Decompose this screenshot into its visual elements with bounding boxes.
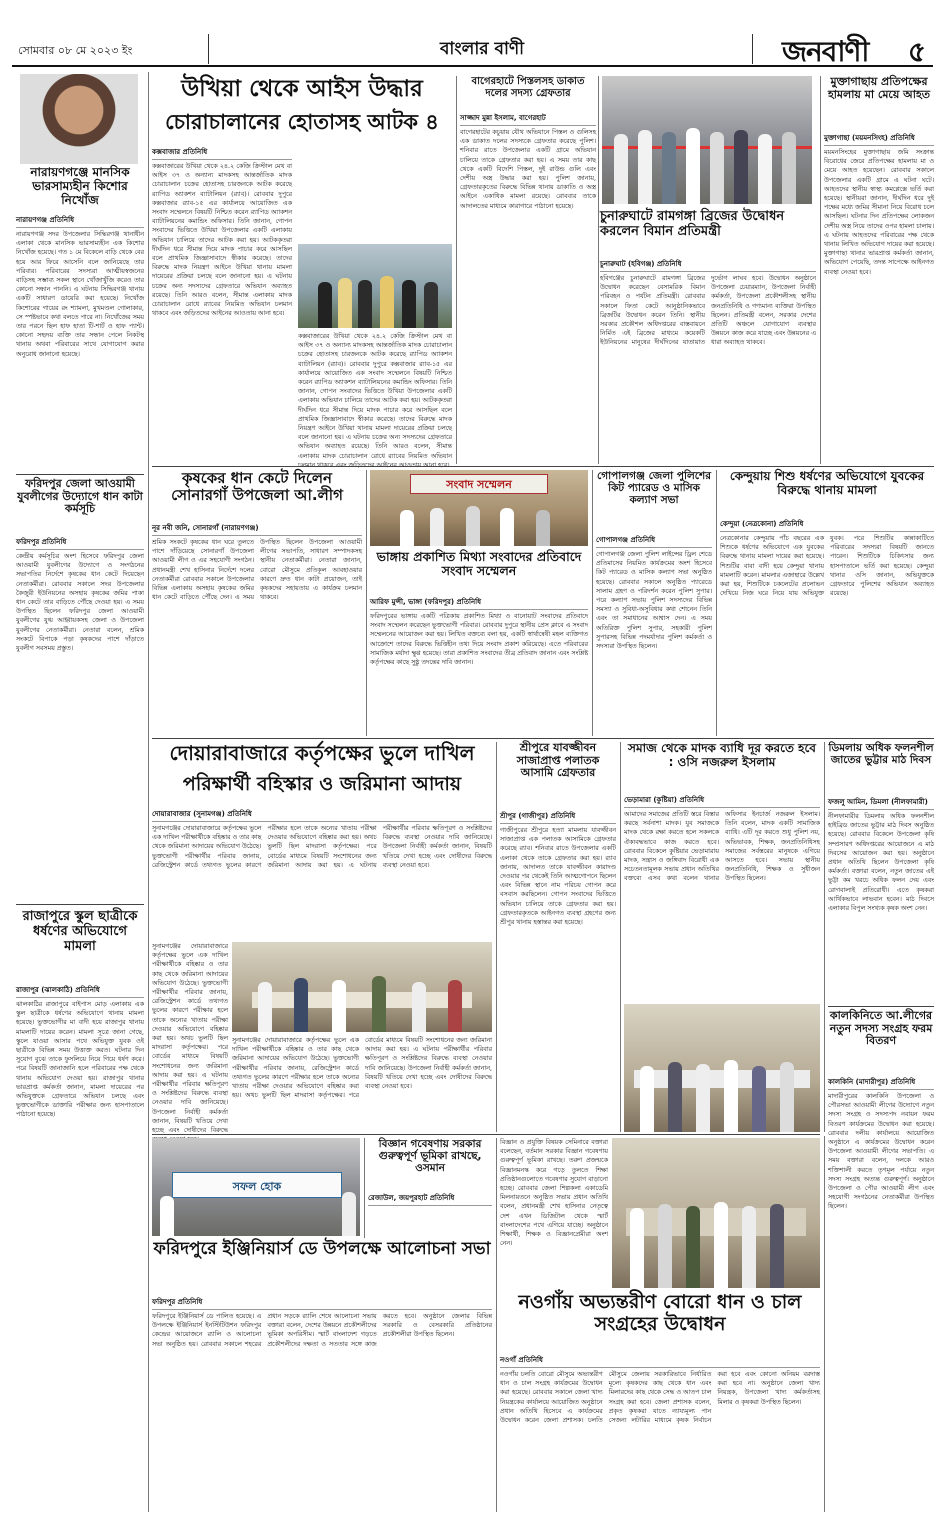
article-body: আমাদের সমাজের প্রতিটি স্তরে বিস্তার করছে সর্বনাশা মাদক। যুব সমাজকে মাদক থেকে রক্ষা করতে হলে সকলকে ঐক্যবদ্ধভাবে কাজ করতে হবে। রোববার বিকেলে কুষ্টিয়ার ভেড়ামারায় মাদক, সন্ত্রাস ও জঙ্গিবাদ বিরোধী এক সচেতনতামূলক সভায় প্রধান অতিথির বক্তব্যে এসব কথা বলেন থানার অফিসার ইনচার্জ নজরুল ইসলাম। তিনি বলেন, মাদক একটি সামাজিক ব্যাধি। এটি দূর করতে শুধু পুলিশ নয়, অভিভাবক, শিক্ষক, জনপ্রতিনিধিসহ সমাজের সর্বস্তরের মানুষকে এগিয়ে আসতে হবে। সভায় স্থানীয় জনপ্রতিনিধি, শিক্ষক ও সুধীজন উপস্থিত ছিলেন। [624, 811, 820, 883]
byline: দোয়ারাবাজার (সুনামগঞ্জ) প্রতিনিধি [152, 808, 492, 822]
article-body: ফরিদপুরের ভাঙ্গায় একটি পত্রিকায় প্রকাশিত মিথ্যা ও বানোয়াট সংবাদের প্রতিবাদে সংবাদ সম্মেলন করেছেন ভুক্তভোগী পরিবার। রোববার দুপুরে স্থানীয় প্রেস ক্লাবে এ সংবাদ সম্মেলনের আয়োজন করা হয়। লিখিত বক্তব্যে বলা হয়, একটি স্বার্থান্বেষী মহল ব্যক্তিগত আক্রোশে তাদের বিরুদ্ধে ভিত্তিহীন তথ্য দিয়ে সংবাদ প্রকাশ করিয়েছে। এতে পরিবারের সামাজিক মর্যাদা ক্ষুণ্ণ হয়েছে। তারা প্রকাশিত সংবাদের তীব্র প্রতিবাদ জানান এবং সংশ্লিষ্ট কর্তৃপক্ষের কাছে সুষ্ঠু তদন্তের দাবি জানান। [370, 613, 588, 667]
article-body: কেন্দ্রীয় কর্মসূচির অংশ হিসেবে ফরিদপুর জেলা আওয়ামী যুবলীগের উদ্যোগে ও সংগঠনের সভাপতির নির্দেশে কৃষকের ধান কেটে দিয়েছেন নেতাকর্মীরা। রোববার সকালে সদর উপজেলার কৈজুরী ইউনিয়নের অসহায় কৃষকের জমির পাকা ধান কেটে তার বাড়িতে পৌঁছে দেওয়া হয়। এ সময় উপস্থিত ছিলেন ফরিদপুর জেলা আওয়ামী যুবলীগের যুগ্ম আহ্বায়কসহ জেলা ও উপজেলা যুবলীগের নেতাকর্মীরা। নেতারা বলেন, শ্রমিক সংকটে বিপাকে পড়া কৃষকদের পাশে দাঁড়াতে যুবলীগ সবসময় প্রস্তুত। [16, 553, 144, 653]
press-banner-text: সংবাদ সম্মেলন [446, 478, 512, 491]
headline-kalkini: কালকিনিতে আ.লীগের নতুন সদস্য সংগ্রহ ফরম বিতরণ [829, 1009, 933, 1048]
headline-chunarughat: চুনারুঘাটে রামগঙ্গা ব্রিজের উদ্বোধন করলেন বিমান প্রতিমন্ত্রী [600, 209, 785, 239]
article-bhanga [370, 596, 588, 736]
article-bagerhat [460, 112, 596, 464]
exam-hall-photo [232, 942, 492, 1032]
engineers-rally-photo [152, 1138, 360, 1236]
headline-kushtia: সমাজ থেকে মাদক ব্যাধি দূর করতে হবে : ওসি নজরুল ইসলাম [628, 741, 816, 769]
byline: রেজাউল, জয়পুরহাট প্রতিনিধি [368, 1192, 492, 1206]
article-dowarabazar-cont2 [232, 1036, 492, 1132]
byline: কক্সবাজার প্রতিনিধি [152, 146, 292, 160]
article-body: কক্সবাজারের উখিয়া থেকে ২৪.২ কেজি ক্রিস্টাল মেথ বা আইস ৩৭ ও অন্যান্য মাদকসহ আন্তর্জাতিক মাদক চোরাচালান চক্রের হোতাসহ চারজনকে আটক করেছে র‍্যাপিড অ্যাকশন ব্যাটালিয়ন (র‍্যাব)। রোববার দুপুরে কক্সবাজার র‍্যাব-১৫ এর কার্যালয়ে আয়োজিত এক সংবাদ সম্মেলনে বিষয়টি নিশ্চিত করেন র‍্যাপিড অ্যাকশন ব্যাটালিয়নের কমান্ডিং অফিসার। তিনি জানান, গোপন সংবাদের ভিত্তিতে উখিয়া উপজেলার একটি এলাকায় অভিযান চালিয়ে তাদের আটক করা হয়। আটককৃতরা দীর্ঘদিন ধরে সীমান্ত দিয়ে মাদক পাচার করে আসছিল বলে প্রাথমিক জিজ্ঞাসাবাদে স্বীকার করেছে। তাদের বিরুদ্ধে মাদক নিয়ন্ত্রণ আইনে উখিয়া থানায় মামলা দায়েরের প্রক্রিয়া চলছে বলে জানানো হয়। এ ঘটনায় চক্রের অন্য সদস্যদের গ্রেফতারে অভিযান অব্যাহত রয়েছে। তিনি আরও বলেন, সীমান্ত এলাকায় মাদক চোরাচালান রোধে র‍্যাবের নিয়মিত অভিযান [298, 333, 452, 460]
article-uchia-cont [298, 332, 452, 462]
missing-boy-photo [20, 74, 138, 164]
article-body: ময়মনসিংহের মুক্তাগাছায় জমি সংক্রান্ত বিরোধের জেরে প্রতিপক্ষের হামলায় মা ও মেয়ে আহত হয়েছেন। রোববার সকালে উপজেলার একটি গ্রামে এ ঘটনা ঘটে। আহতদের স্থানীয় স্বাস্থ্য কমপ্লেক্সে ভর্তি করা হয়েছে। স্থানীয়রা জানান, দীর্ঘদিন ধরে দুই পক্ষের মধ্যে জমির সীমানা নিয়ে বিরোধ চলে আসছিল। ঘটনার দিন প্রতিপক্ষের লোকজন দেশীয় অস্ত্র নিয়ে তাদের ওপর হামলা চালায়। এ ঘটনায় আহতদের পরিবারের পক্ষ থেকে থানায় লিখিত অভিযোগ দায়ের করা হয়েছে। মুক্তাগাছা থানার ভারপ্রাপ্ত কর্মকর্তা জানান, অভিযোগ পেয়েছি, তদন্ত সাপেক্ষে আইনগত ব্যবস্থা নেওয়া হবে। [824, 149, 934, 276]
article-body: শ্রমিক সংকটে কৃষকের ধান ঘরে তুলতে পাশে দাঁড়িয়েছে সোনারগাঁ উপজেলা আওয়ামী লীগ ও এর সহযোগী সংগঠন। প্রধানমন্ত্রী শেখ হাসিনার নির্দেশে দলের নেতাকর্মীরা রোববার সকালে উপজেলার বিভিন্ন এলাকায় অসহায় কৃষকের জমির ধান কেটে বাড়িতে পৌঁছে দেন। এ সময় উপস্থিত ছিলেন উপজেলা আওয়ামী লীগের সভাপতি, সাধারণ সম্পাদকসহ স্থানীয় নেতাকর্মীরা। নেতারা জানান, বোরো মৌসুমে প্রতিকূল আবহাওয়ার কারণে দ্রুত ধান কাটা প্রয়োজন, তাই কৃষকদের সহায়তায় এ কার্যক্রম চলমান থাকবে। [152, 539, 362, 602]
headline-sreepur: শ্রীপুরে যাবজ্জীবন সাজাপ্রাপ্ত পলাতক আসামি গ্রেফতার [516, 741, 600, 780]
headline-gopalganj: গোপালগঞ্জ জেলা পুলিশের কিট প্যারেড ও মাসিক কল্যাণ সভা [596, 470, 712, 507]
article-faridpur-eng [152, 1296, 492, 1512]
article-body: নেত্রকোনার কেন্দুয়ায় পাঁচ বছরের এক শিশুকে ধর্ষণের অভিযোগে এক যুবকের বিরুদ্ধে থানায় মামলা দায়ের করা হয়েছে। শিশুটির বাবা বাদী হয়ে কেন্দুয়া থানায় মামলাটি করেন। মামলার এজাহারে উল্লেখ করা হয়, শিশুটিকে চকলেটের প্রলোভন দেখিয়ে নিজ ঘরে নিয়ে যায় অভিযুক্ত যুবক। পরে শিশুটির কান্নাকাটিতে পরিবারের সদস্যরা বিষয়টি জানতে পারেন। শিশুটিকে চিকিৎসার জন্য হাসপাতালে ভর্তি করা হয়েছে। কেন্দুয়া থানার ওসি জানান, অভিযুক্তকে গ্রেফতারে পুলিশের অভিযান অব্যাহত রয়েছে। [720, 535, 934, 598]
article-chunarughat [600, 258, 816, 464]
headline-dimla: ডিমলায় অধিক ফলনশীল জাতের ভুট্টার মাঠ দিবস [828, 742, 934, 767]
byline: কেন্দুয়া (নেত্রকোনা) প্রতিনিধি [720, 518, 934, 532]
byline: ফরিদপুর প্রতিনিধি [152, 1296, 492, 1310]
article-body: গোপালগঞ্জ জেলা পুলিশ লাইন্সের ড্রিল শেডে প্রতিমাসের নিয়মিত কার্যক্রমের অংশ হিসেবে কিট প্যারেড ও মাসিক কল্যাণ সভা অনুষ্ঠিত হয়েছে। রোববার সকালে অনুষ্ঠিত প্যারেডে সালাম গ্রহণ ও পরিদর্শন করেন পুলিশ সুপার। পরে কল্যাণ সভায় পুলিশ সদস্যদের বিভিন্ন সমস্যা ও সুবিধা-অসুবিধার কথা শোনেন তিনি এবং তা সমাধানের আশ্বাস দেন। এ সময় অতিরিক্ত পুলিশ সুপার, সহকারী পুলিশ সুপারসহ বিভিন্ন পদমর্যাদার পুলিশ কর্মকর্তা ও সদস্যরা উপস্থিত ছিলেন। [596, 551, 712, 651]
article-science-body [500, 1138, 608, 1288]
headline-faridpur-jubo: ফরিদপুর জেলা আওয়ামী যুবলীগের উদ্যোগে ধান কাটা কর্মসূচি [17, 477, 143, 516]
article-body: মাদারীপুরের কালকিনি উপজেলা ও পৌরসভা আওয়ামী লীগের উদ্যোগে নতুন সদস্য সংগ্রহ ও সদস্যপদ নবায়ন ফরম বিতরণ কার্যক্রমের উদ্বোধন করা হয়েছে। রোববার দলীয় কার্যালয়ে আয়োজিত অনুষ্ঠানে এ কার্যক্রমের উদ্বোধন করেন উপজেলা আওয়ামী লীগের সভাপতি। এ সময় বক্তারা বলেন, দলকে আরও শক্তিশালী করতে তৃণমূল পর্যায়ে নতুন সদস্য সংগ্রহ অত্যন্ত গুরুত্বপূর্ণ। অনুষ্ঠানে উপজেলা ও পৌর আওয়ামী লীগ এবং সহযোগী সংগঠনের নেতাকর্মীরা উপস্থিত ছিলেন। [828, 1093, 934, 1211]
byline: চুনারুঘাট (হবিগঞ্জ) প্রতিনিধি [600, 258, 816, 272]
byline: ফরিদপুর প্রতিনিধি [16, 536, 144, 550]
headline-science: বিজ্ঞান গবেষণায় সরকার গুরুত্বপূর্ণ ভূমিকা রাখছে, ওসমান [378, 1138, 482, 1175]
article-narayanganj [16, 214, 144, 472]
article-kushtia [624, 794, 820, 1002]
article-body: সুনামগঞ্জের দোয়ারাবাজারে কর্তৃপক্ষের ভুলে এক দাখিল পরীক্ষার্থীকে বহিষ্কার ও তার কাছ থেকে জরিমানা আদায়ের অভিযোগ উঠেছে। ভুক্তভোগী পরীক্ষার্থীর পরিবার জানায়, রেজিস্ট্রেশন কার্ডে তথ্যগত ভুলের কারণে পরীক্ষার হলে তাকে অন্যের খাতায় পরীক্ষা দেওয়ার অভিযোগে বহিষ্কার করা হয়। অথচ ভুলটি ছিল মাদরাসা কর্তৃপক্ষের। পরে বোর্ডের মাধ্যমে বিষয়টি সংশোধনের জন্য জরিমানা আদায় করা হয়। এ ঘটনায় পরীক্ষার্থীর পরিবার ক্ষতিপূরণ ও সংশ্লিষ্টদের বিরুদ্ধে ব্যবস্থা নেওয়ার দাবি জানিয়েছে। উপজেলা নির্বাহী কর্মকর্তা জানান, বিষয়টি খতিয়ে দেখা হচ্ছে এবং দোষীদের বিরুদ্ধে [152, 943, 228, 1135]
headline-dowarabazar-2: পরিক্ষার্থী বহিস্কার ও জরিমানা আদায় [182, 773, 462, 795]
rally-banner-text: সফল হোক [232, 1180, 282, 1193]
byline: মুক্তাগাছা (ময়মনসিংহ) প্রতিনিধি [824, 132, 934, 146]
article-kalkini [828, 1076, 934, 1512]
article-uchia [152, 146, 292, 462]
article-body: নারায়ণগঞ্জ সদর উপজেলার সিদ্ধিরগঞ্জ থানাধীন এলাকা থেকে মানসিক ভারসাম্যহীন এক কিশোর নিখোঁজ হয়েছে। গত ১ মে বিকেলে বাড়ি থেকে বের হয়ে আর ফিরে আসেনি বলে জানিয়েছে তার পরিবার। পরিবারের সদস্যরা আত্মীয়স্বজনের বাড়িসহ সম্ভাব্য সকল স্থানে খোঁজাখুঁজি করেও তার কোনো সন্ধান পাননি। এ ঘটনায় সিদ্ধিরগঞ্জ থানায় একটি সাধারণ ডায়েরি করা হয়েছে। নিখোঁজ কিশোরের গায়ের রং শ্যামলা, মুখমণ্ডল গোলাকার, সে স্পষ্টভাবে কথা বলতে পারে না। নিখোঁজের সময় তার পরনে ছিল হাফ হাতা টি-শার্ট ও হাফ প্যান্ট। কোনো সহৃদয় ব্যক্তি তার সন্ধান পেলে নিকটস্থ থানায় অথবা পরিবারের সাথে যোগাযোগ করার অনুরোধ জানানো হয়েছে। [16, 231, 144, 358]
article-muktagacha [824, 132, 934, 464]
headline-muktagacha: মুক্তাগাছায় প্রতিপক্ষের হামলায় মা মেয়ে আহত [827, 75, 931, 101]
headline-rajpur: রাজাপুরে স্কুল ছাত্রীকে ধর্ষণের অভিযোগে মামলা [22, 909, 138, 954]
article-sreepur [500, 810, 616, 1132]
article-body: হবিগঞ্জের চুনারুঘাটে রামগঙ্গা ব্রিজের উদ্বোধন করেছেন বেসামরিক বিমান পরিবহন ও পর্যটন প্রতিমন্ত্রী। রোববার সকালে ফিতা কেটে আনুষ্ঠানিকভাবে ব্রিজটির উদ্বোধন করেন তিনি। স্থানীয় সরকার প্রকৌশল অধিদপ্তরের বাস্তবায়নে নির্মিত এই ব্রিজের মাধ্যমে কয়েকটি ইউনিয়নের মানুষের দীর্ঘদিনের যাতায়াত দুর্ভোগ লাঘব হবে। উদ্বোধন অনুষ্ঠানে উপজেলা চেয়ারম্যান, উপজেলা নির্বাহী কর্মকর্তা, উপজেলা প্রকৌশলীসহ স্থানীয় জনপ্রতিনিধি ও গণ্যমান্য ব্যক্তিরা উপস্থিত ছিলেন। প্রতিমন্ত্রী বলেন, সরকার দেশের প্রতিটি অঞ্চলে যোগাযোগ ব্যবস্থার উন্নয়নে কাজ করে যাচ্ছে এবং উন্নয়নের এ ধারা অব্যাহত থাকবে। [600, 275, 816, 347]
article-body: সুনামগঞ্জের দোয়ারাবাজারে কর্তৃপক্ষের ভুলে এক দাখিল পরীক্ষার্থীকে বহিষ্কার ও তার কাছ থেকে জরিমানা আদায়ের অভিযোগ উঠেছে। ভুক্তভোগী পরীক্ষার্থীর পরিবার জানায়, রেজিস্ট্রেশন কার্ডে তথ্যগত ভুলের কারণে পরীক্ষার হলে তাকে অন্যের খাতায় পরীক্ষা দেওয়ার অভিযোগে বহিষ্কার করা হয়। অথচ ভুলটি ছিল মাদরাসা কর্তৃপক্ষের। পরে বোর্ডের মাধ্যমে বিষয়টি সংশোধনের জন্য জরিমানা আদায় করা হয়। এ ঘটনায় পরীক্ষার্থীর পরিবার ক্ষতিপূরণ ও সংশ্লিষ্টদের বিরুদ্ধে ব্যবস্থা নেওয়ার দাবি জানিয়েছে। উপজেলা নির্বাহী কর্মকর্তা জানান, বিষয়টি খতিয়ে দেখা হচ্ছে এবং দোষীদের বিরুদ্ধে ব্যবস্থা নেওয়া হবে। [152, 825, 492, 869]
byline: গোপালগঞ্জ প্রতিনিধি [596, 534, 712, 548]
headline-bhanga: ভাঙ্গায় প্রকাশিত মিথ্যা সংবাদের প্রতিবাদে সংবাদ সম্মেলন [376, 549, 582, 579]
press-conference-photo [370, 470, 588, 546]
article-body: বাগেরহাটের কচুয়ায় যৌথ অভিযানে পিস্তল ও গুলিসহ এক ডাকাত দলের সদস্যকে গ্রেফতার করেছে পুলিশ। শনিবার রাতে উপজেলার একটি গ্রামে অভিযান চালিয়ে তাকে গ্রেফতার করা হয়। এ সময় তার কাছ থেকে একটি বিদেশি পিস্তল, দুই রাউন্ড গুলি এবং দেশীয় অস্ত্র উদ্ধার করা হয়। পুলিশ জানায়, গ্রেফতারকৃতের বিরুদ্ধে বিভিন্ন থানায় ডাকাতি ও অস্ত্র আইনে একাধিক মামলা রয়েছে। রোববার তাকে আদালতের মাধ্যমে কারাগারে পাঠানো হয়েছে। [460, 129, 596, 210]
section-name: বাংলার বাণী [439, 39, 525, 59]
article-science [368, 1192, 492, 1238]
byline: সাজ্জাদ মুন্না ইসলাম, বাগেরহাট [460, 112, 596, 126]
article-gopalganj [596, 534, 712, 736]
headline-faridpur-eng: ফরিদপুরে ইঞ্জিনিয়ার্স ডে উপলক্ষে আলোচনা সভা [153, 1239, 491, 1259]
byline: নওগাঁ প্রতিনিধি [500, 1354, 820, 1368]
newspaper-logo: জনবাণী [782, 35, 869, 68]
article-kendua [720, 518, 934, 736]
byline: ফজলু আমিন, ডিমলা (নীলফামারী) [828, 796, 934, 810]
article-body: সুনামগঞ্জের দোয়ারাবাজারে কর্তৃপক্ষের ভুলে এক দাখিল পরীক্ষার্থীকে বহিষ্কার ও তার কাছ থেকে জরিমানা আদায়ের অভিযোগ উঠেছে। ভুক্তভোগী পরীক্ষার্থীর পরিবার জানায়, রেজিস্ট্রেশন কার্ডে তথ্যগত ভুলের কারণে পরীক্ষার হলে তাকে অন্যের খাতায় পরীক্ষা দেওয়ার অভিযোগে বহিষ্কার করা হয়। অথচ ভুলটি ছিল মাদরাসা কর্তৃপক্ষের। পরে বোর্ডের মাধ্যমে বিষয়টি সংশোধনের জন্য জরিমানা আদায় করা হয়। এ ঘটনায় পরীক্ষার্থীর পরিবার ক্ষতিপূরণ ও সংশ্লিষ্টদের বিরুদ্ধে ব্যবস্থা নেওয়ার দাবি জানিয়েছে। উপজেলা নির্বাহী কর্মকর্তা জানান, বিষয়টি খতিয়ে দেখা হচ্ছে এবং দোষীদের বিরুদ্ধে ব্যবস্থা নেওয়া হবে। [232, 1037, 492, 1100]
article-dowarabazar-cont [152, 942, 228, 1135]
article-faridpur-jubo [16, 536, 144, 902]
article-body: কক্সবাজারের উখিয়া থেকে ২৪.২ কেজি ক্রিস্টাল মেথ বা আইস ৩৭ ও অন্যান্য মাদকসহ আন্তর্জাতিক মাদক চোরাচালান চক্রের হোতাসহ চারজনকে আটক করেছে র‍্যাপিড অ্যাকশন ব্যাটালিয়ন (র‍্যাব)। রোববার দুপুরে কক্সবাজার র‍্যাব-১৫ এর কার্যালয়ে আয়োজিত এক সংবাদ সম্মেলনে বিষয়টি নিশ্চিত করেন র‍্যাপিড অ্যাকশন ব্যাটালিয়নের কমান্ডিং অফিসার। তিনি জানান, গোপন সংবাদের ভিত্তিতে উখিয়া উপজেলার একটি এলাকায় অভিযান চালিয়ে তাদের আটক করা হয়। আটককৃতরা দীর্ঘদিন ধরে সীমান্ত দিয়ে মাদক পাচার করে আসছিল বলে প্রাথমিক জিজ্ঞাসাবাদে স্বীকার করেছে। তাদের বিরুদ্ধে মাদক নিয়ন্ত্রণ আইনে উখিয়া থানায় মামলা দায়েরের প্রক্রিয়া চলছে বলে জানানো হয়। এ ঘটনায় চক্রের অন্য সদস্যদের গ্রেফতারে অভিযান অব্যাহত রয়েছে। তিনি আরও বলেন, সীমান্ত এলাকায় মাদক চোরাচালান রোধে র‍্যাবের নিয়মিত অভিযান চলমান থাকবে এবং জড়িতদের আইনের আওতায় আনা হবে। [152, 163, 292, 318]
article-body: নওগাঁয় চলতি বোরো মৌসুমে অভ্যন্তরীণ ধান ও চাল সংগ্রহ কার্যক্রমের উদ্বোধন করা হয়েছে। রোববার সকালে জেলা খাদ্য নিয়ন্ত্রকের কার্যালয়ে আয়োজিত অনুষ্ঠানে প্রধান অতিথি হিসেবে এ কার্যক্রমের উদ্বোধন করেন জেলা প্রশাসক। চলতি মৌসুমে জেলায় সরকারিভাবে নির্ধারিত মূল্যে কৃষকদের কাছ থেকে ধান এবং মিলারদের কাছ থেকে সেদ্ধ ও আতপ চাল সংগ্রহ করা হবে। জেলা প্রশাসক বলেন, প্রকৃত কৃষকরা যাতে ন্যায্যমূল্য পান সেজন্য লটারির মাধ্যমে কৃষক নির্বাচন করা হবে এবং কোনো অনিয়ম বরদাস্ত করা হবে না। অনুষ্ঠানে জেলা খাদ্য নিয়ন্ত্রক, উপজেলা খাদ্য কর্মকর্তাসহ মিলার ও কৃষকরা উপস্থিত ছিলেন। [500, 1371, 820, 1425]
header-date: সোমবার ০৮ মে ২০২৩ ইং [18, 44, 133, 57]
headline-naogaon: নওগাঁয় অভ্যন্তরীণ বোরো ধান ও চাল সংগ্রহের উদ্বোধন [518, 1291, 802, 1335]
article-body: ঝালকাঠির রাজাপুরে বাইপাস মোড় এলাকায় এক স্কুল ছাত্রীকে ধর্ষণের অভিযোগে থানায় মামলা হয়েছে। ভুক্তভোগীর মা বাদী হয়ে রাজাপুর থানায় মামলাটি দায়ের করেন। মামলা সূত্রে জানা গেছে, স্কুলে যাওয়া আসার পথে অভিযুক্ত যুবক ওই ছাত্রীকে বিভিন্ন সময় উত্ত্যক্ত করত। ঘটনার দিন সুযোগ বুঝে তাকে ফুসলিয়ে নিয়ে গিয়ে ধর্ষণ করে। পরে বিষয়টি জানাজানি হলে পরিবারের পক্ষ থেকে থানায় অভিযোগ দেওয়া হয়। রাজাপুর থানার ভারপ্রাপ্ত কর্মকর্তা জানান, মামলা দায়েরের পর অভিযুক্তকে গ্রেফতারে অভিযান চলছে এবং ভুক্তভোগীকে ডাক্তারি পরীক্ষার জন্য হাসপাতালে পাঠানো হয়েছে। [16, 1001, 144, 1119]
headline-narayanganj: নারায়ণগঞ্জে মানসিক ভারসাম্যহীন কিশোর নিখোঁজ [30, 165, 130, 207]
headline-dowarabazar-1: দোয়ারাবাজারে কর্তৃপক্ষের ভুলে দাখিল [169, 741, 475, 765]
byline: নূর নবী জনি, সোনারগাঁ (নারায়ণগঞ্জ) [152, 522, 362, 536]
article-body: গাজীপুরের শ্রীপুরে হত্যা মামলায় যাবজ্জীবন সাজাপ্রাপ্ত এক পলাতক আসামিকে গ্রেফতার করেছে র‍্যাব। শনিবার রাতে উপজেলার একটি এলাকা থেকে তাকে গ্রেফতার করা হয়। র‍্যাব জানায়, আদালত তাকে যাবজ্জীবন কারাদণ্ড দেওয়ার পর থেকেই তিনি আত্মগোপনে ছিলেন এবং বিভিন্ন স্থানে নাম পরিচয় গোপন করে বসবাস করছিলেন। গোপন সংবাদের ভিত্তিতে অভিযান চালিয়ে তাকে গ্রেফতার করা হয়। গ্রেফতারকৃতকে আইনগত ব্যবস্থা গ্রহণের জন্য শ্রীপুর থানায় হস্তান্তর করা হয়েছে। [500, 827, 616, 927]
article-body: ফরিদপুরে ইঞ্জিনিয়ার্স ডে পালিত হয়েছে। এ উপলক্ষে ইঞ্জিনিয়ার্স ইনস্টিটিউশন ফরিদপুর কেন্দ্রের আয়োজনে র‍্যালি ও আলোচনা সভা অনুষ্ঠিত হয়। রোববার সকালে শহরের প্রধান সড়কে র‍্যালি শেষে আলোচনা সভায় বক্তারা বলেন, দেশের উন্নয়নে প্রকৌশলীদের ভূমিকা অপরিসীম। স্মার্ট বাংলাদেশ গড়তে প্রকৌশলীদের দক্ষতা ও সততার সঙ্গে কাজ করতে হবে। অনুষ্ঠানে জেলার বিভিন্ন সরকারি ও বেসরকারি প্রতিষ্ঠানের প্রকৌশলীরা উপস্থিত ছিলেন। [152, 1313, 492, 1348]
headline-uchia-2: চোরাচালানের হোতাসহ আটক ৪ [165, 110, 439, 134]
page-header [12, 30, 933, 68]
article-body: বিজ্ঞান ও প্রযুক্তি বিষয়ক সেমিনারে বক্তারা বলেছেন, বর্তমান সরকার বিজ্ঞান গবেষণায় গুরুত্বপূর্ণ ভূমিকা রাখছে। তরুণ প্রজন্মকে বিজ্ঞানমনস্ক করে গড়ে তুলতে শিক্ষা প্রতিষ্ঠানগুলোতে গবেষণার সুযোগ বাড়ানো হচ্ছে। রোববার জেলা শিল্পকলা একাডেমি মিলনায়তনে অনুষ্ঠিত সভায় প্রধান অতিথি বলেন, প্রধানমন্ত্রী শেখ হাসিনার নেতৃত্বে দেশ এখন ডিজিটাল থেকে স্মার্ট বাংলাদেশের পথে এগিয়ে যাচ্ছে। অনুষ্ঠানে শিক্ষার্থী, শিক্ষক ও বিজ্ঞানপ্রেমীরা অংশ নেন। [500, 1139, 608, 1248]
awareness-meeting-photo [624, 1004, 820, 1132]
headline-bagerhat: বাগেরহাটে পিস্তলসহ ডাকাত দলের সদস্য গ্রেফতার [471, 76, 585, 99]
article-body: নীলফামারীর ডিমলায় অধিক ফলনশীল হাইব্রিড জাতের ভুট্টার মাঠ দিবস অনুষ্ঠিত হয়েছে। রোববার বিকেলে উপজেলা কৃষি সম্প্রসারণ অধিদপ্তরের আয়োজনে এ মাঠ দিবসের আয়োজন করা হয়। অনুষ্ঠানে প্রধান অতিথি ছিলেন উপজেলা কৃষি কর্মকর্তা। বক্তারা বলেন, নতুন জাতের এই ভুট্টা কম খরচে অধিক ফলন দেয় এবং রোগবালাই প্রতিরোধী। এতে কৃষকরা আর্থিকভাবে লাভবান হবেন। মাঠ দিবসে এলাকার বিপুল সংখ্যক কৃষক অংশ নেন। [828, 813, 934, 913]
byline: রাজাপুর (ঝালকাঠি) প্রতিনিধি [16, 984, 144, 998]
bridge-inauguration-photo [602, 76, 812, 204]
byline: শ্রীপুর (গাজীপুর) প্রতিনিধি [500, 810, 616, 824]
article-dowarabazar [152, 808, 492, 940]
headline-uchia-1: উখিয়া থেকে আইস উদ্ধার [181, 76, 423, 102]
headline-kendua: কেন্দুয়ায় শিশু ধর্ষণের অভিযোগে যুবকের বিরুদ্ধে থানায় মামলা [729, 469, 925, 497]
byline: কালকিনি (মাদারীপুর) প্রতিনিধি [828, 1076, 934, 1090]
byline: নারায়ণগঞ্জ প্রতিনিধি [16, 214, 144, 228]
article-naogaon [500, 1354, 820, 1512]
article-sonargaon [152, 522, 362, 734]
byline: আরিফ মুন্সী, ভাঙ্গা (ফরিদপুর) প্রতিনিধি [370, 596, 588, 610]
article-rajpur [16, 984, 144, 1510]
article-dimla [828, 796, 934, 1004]
uchia-arrest-photo [298, 244, 452, 328]
headline-sonargaon: কৃষকের ধান কেটে দিলেন সোনারগাঁ উপজেলা আ.লীগ [171, 469, 343, 505]
page-number: ৫ [907, 35, 927, 68]
byline: ভেড়ামারা (কুষ্টিয়া) প্রতিনিধি [624, 794, 820, 808]
naogaon-meeting-photo [612, 1138, 820, 1288]
